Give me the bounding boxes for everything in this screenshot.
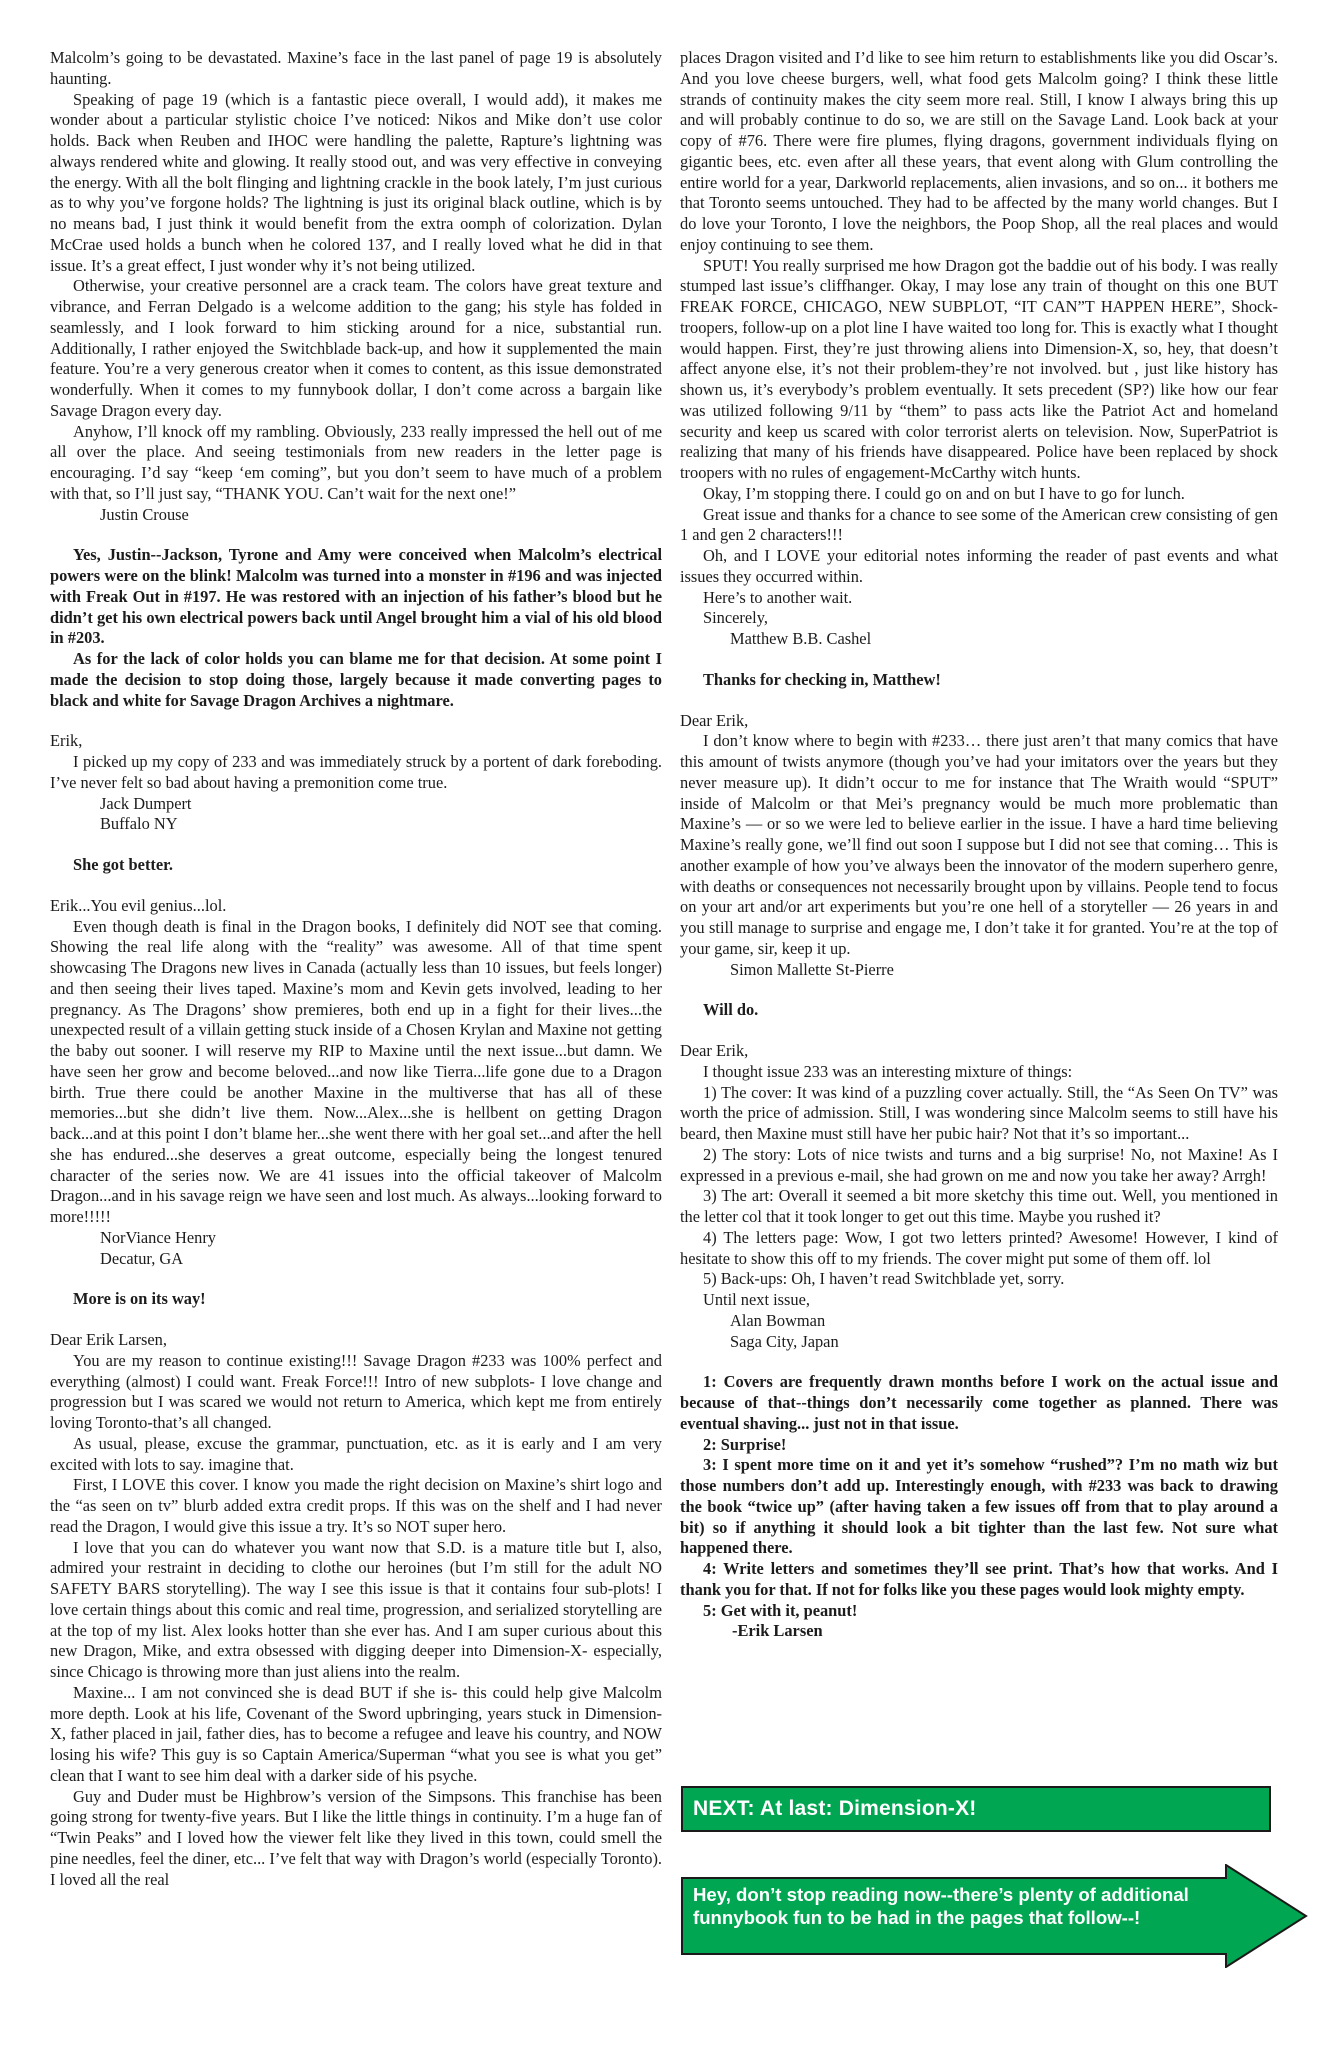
next-issue-text: NEXT: At last: Dimension-X! [693,1796,977,1820]
editor-signature: -Erik Larsen [732,1621,823,1641]
spacer [50,1310,662,1330]
paragraph: Guy and Duder must be Highbrow’s version of the Simpsons. This franchise has been going strong for twenty-five years. But I like the little things in continuity. I’m a huge fan of “Twin Peaks” and I loved how the viewer felt like they lived in this town, could smell the pine needles, feel the diner, etc... I’ve felt that way with Dragon’s world (especially Toronto). I loved all the real [50,1786,662,1889]
letter-closing: Sincerely, [703,608,768,628]
paragraph: 5) Back-ups: Oh, I haven’t read Switchblade yet, sorry. [703,1269,1065,1289]
letter-closing: Until next issue, [703,1290,810,1309]
paragraph: 1) The cover: It was kind of a puzzling cover actually. Still, the “As Seen On TV” was worth the price of admission. Still, I was wondering since Malcolm seems to still have his beard, then Maxine must still have her pubic hair? Not that it’s so important... [680,1082,1278,1143]
paragraph: As usual, please, excuse the grammar, punctuation, etc. as it is early and I am very excited with lots to say. imagine that. [50,1433,662,1474]
editor-reply: 4: Write letters and sometimes they’ll see print. That’s how that works. And I thank you for that. If not for folks like you these pages would look mighty empty. [680,1559,1278,1599]
paragraph: 3) The art: Overall it seemed a bit more sketchy this time out. Well, you mentioned in the letter col that it took longer to get out this time. Maybe you rushed it? [680,1186,1278,1226]
editor-reply: More is on its way! [73,1289,206,1309]
letter-location: Saga City, Japan [730,1331,839,1351]
paragraph: I love that you can do whatever you want now that S.D. is a mature title but I, also, admired your restraint in deciding to clothe our heroines (but I’m still for the adult NO SAFETY BARS storytelling). The way I see this issue is that it contains four sub-plots! I love certain things about this comic and real time, progression, and serialized storytelling are at the top of my list. Alex looks hotter than she ever has. And I am super curious about this new Dragon, Mike, and extra obsessed with digging deeper into Dimension-X- especially, since Chicago is throwing more than just aliens into the realm. [50,1537,662,1681]
paragraph: 2) The story: Lots of nice twists and turns and a big surprise! No, not Maxine! As I expressed in a previous e-mail, she had grown on me and now you take her away? Arrgh! [680,1144,1278,1185]
letter-salutation: Dear Erik, [680,710,749,730]
letter-signature: NorViance Henry [100,1227,216,1247]
editor-reply: 5: Get with it, peanut! [703,1600,858,1620]
letter-location: Decatur, GA [100,1248,184,1268]
letter-closing: Here’s to another wait. [703,587,853,607]
spacer [50,876,662,896]
editor-reply: As for the lack of color holds you can blame me for that decision. At some point I made the decision to stop doing those, largely because it made converting pages to black and white for Savage Dragon Archives a nightmare. [50,649,662,710]
paragraph: Even though death is final in the Dragon books, I definitely did NOT see that coming. Showing the real life along with the “reality” was awesome. All of that time spent showcasing The Dragons new lives in Canada (actually less than 10 issues, but feels longer) and then seeing their lives taped. Maxine’s mom and Kevin gets involved, leading to her pregnancy. As The Dragons’ show premieres, both end up in a fight for their lives...the unexpected result of a villain getting stuck inside of a Chosen Krylan and Maxine not getting the baby out sooner. I will reserve my RIP to Maxine until the next issue...but damn. We have seen her grow and become beloved...and now like Tierra...life gone due to a Dragon birth. True there could be another Maxine in the multiverse that has all of these memories...but she didn’t live them. Now...Alex...she is hellbent on getting Dragon back...and at this point I don’t blame her...she went there with her goal set...and after the hell she has endured...she deserves a great outcome, especially being the longest tenured character of the series now. We are 41 issues into the official takeover of Malcolm Dragon...and in his savage reign we have seen and lost much. As always...looking forward to more!!!!! [50,916,662,1226]
letter-salutation: Dear Erik Larsen, [50,1330,167,1349]
letter-signature: Alan Bowman [730,1310,826,1330]
spacer [680,980,1278,1000]
spacer [680,1021,1278,1041]
paragraph: I picked up my copy of 233 and was immediately struck by a portent of dark foreboding. I’ve never felt so bad about having a premonition come true. [50,752,662,792]
paragraph: SPUT! You really surprised me how Dragon got the baddie out of his body. I was really stumped last issue’s cliffhanger. Okay, I may lose any train of thought on this one BUT FREAK FORCE, CHICAGO, NEW SUBPLOT, “IT CAN”T HAPPEN HERE”, Shock-troopers, follow-up on a plot line I have waited too long for. This is exactly what I thought would happen. First, they’re just throwing aliens into Dimension-X, so, hey, that doesn’t affect anyone else, it’s not their problem-they’re not involved. but , just like history has shown us, it’s everybody’s problem eventually. It sets precedent (SP?) like how our fear was utilized following 9/11 by “them” to pass acts like the Patriot Act and homeland security and keep us scared with color terrorist alerts on television. Now, SuperPatriot is realizing that many of his friends have disappeared. Police have been replaced by shock troopers with no rules of engagement-McCarthy witch hunts. [680,255,1278,482]
editor-reply: She got better. [73,855,173,874]
paragraph: First, I LOVE this cover. I know you made the right decision on Maxine’s shirt logo and the “as seen on tv” blurb added extra credit props. If this was on the shelf and I had never read the Dragon, I would give this issue a try. It’s so NOT super hero. [50,1475,662,1536]
letter-signature: Justin Crouse [100,504,189,524]
letter-signature: Jack Dumpert [100,793,192,813]
spacer [50,1269,662,1289]
paragraph: Great issue and thanks for a chance to see some of the American crew consisting of gen 1 and gen 2 characters!!! [680,504,1278,545]
paragraph: I don’t know where to begin with #233… there just aren’t that many comics that have this amount of twists anymore (though you’ve had your imitators over the years but they never measure up). It didn’t occur to me for instance that The Wraith would “SPUT” inside of Malcolm or that Mei’s pregnancy would be much more problematic than Maxine’s — or so we were led to believe earlier in the issue. I have a hard time believing Maxine’s really gone, we’ll find out soon I suppose but I did not see that coming… This is another example of how you’ve always been the innovator of the modern superhero genre, with deaths or consequences not necessarily brought upon by villains. People tend to focus on your art and/or art experiments but you’re one hell of a storyteller — 26 years in and you still manage to surprise and engage me, I don’t take it for granted. You’re at the top of your game, sir, keep it up. [680,731,1278,958]
paragraph: I thought issue 233 was an interesting mixture of things: [703,1061,1073,1081]
spacer [680,1352,1278,1372]
paragraph: Anyhow, I’ll knock off my rambling. Obviously, 233 really impressed the hell out of me all over the place. And seeing testimonials from new readers in the letter page is encouraging. I’d say “keep ‘em coming”, but you don’t seem to have much of a problem with that, so I’ll just say, “THANK YOU. Can’t wait for the next one!” [50,421,662,503]
paragraph: 4) The letters page: Wow, I got two letters printed? Awesome! However, I kind of hesitate to show this off to my friends. The cover might put some of them off. lol [680,1227,1278,1268]
letter-signature: Simon Mallette St-Pierre [730,959,894,979]
editor-reply: Yes, Justin--Jackson, Tyrone and Amy were conceived when Malcolm’s electrical powers were on the blink! Malcolm was turned into a monster in #196 and was injected with Freak Out in #197. He was restored with an injection of his father’s blood but he didn’t get his own electrical powers back until Angel brought him a vial of his old blood in #203. [50,545,662,648]
editor-reply: 2: Surprise! [703,1434,787,1454]
paragraph: Maxine... I am not convinced she is dead BUT if she is- this could help give Malcolm more depth. Look at his life, Covenant of the Sword upbringing, years stuck in Dimension-X, father placed in jail, father dies, has to become a refugee and leave his country, and NOW losing his wife? This guy is so Captain America/Superman “what you see is what you get” clean that I want to see him deal with a darker side of his psyche. [50,1682,662,1785]
spacer [50,835,662,855]
paragraph: You are my reason to continue existing!!! Savage Dragon #233 was 100% perfect and everything (almost) I could want. Freak Force!!! Intro of new subplots- I love change and progression but I was scared we would not return to America, which kept me from entirely loving Toronto-that’s all changed. [50,1350,662,1432]
left-column [50,48,662,2033]
paragraph: Oh, and I LOVE your editorial notes informing the reader of past events and what issues they occurred within. [680,546,1278,586]
editor-reply: 1: Covers are frequently drawn months before I work on the actual issue and because of that--things don’t necessarily come together as planned. There was eventual shaving... just not in that issue. [680,1372,1278,1433]
editor-reply: Will do. [703,1000,759,1020]
spacer [50,525,662,545]
letter-signature: Matthew B.B. Cashel [730,629,872,648]
paragraph: places Dragon visited and I’d like to see him return to establishments like you did Oscar’s. And you love cheese burgers, well, what food gets Malcolm going? I think these little strands of continuity makes the city seem more real. Still, I know I always bring this up and will probably continue to do so, we are still on the Savage Land. Look back at your copy of #76. There were fire plumes, flying dragons, government individuals flying on gigantic bees, etc. even after all these years, that event along with Glum controlling the entire world for a year, Darkworld replacements, alien invasions, and so on... it bothers me that Toronto seems untouched. They had to be affected by the many world changes. But I do love your Toronto, I love the neighbors, the Poop Shop, all the real places and would enjoy continuing to see them. [680,48,1278,254]
right-column [680,48,1278,2033]
spacer [50,711,662,731]
paragraph: Speaking of page 19 (which is a fantastic piece overall, I would add), it makes me wonder about a particular stylistic choice I’ve noticed: Nikos and Mike don’t use color holds. Back when Reuben and IHOC were handling the palette, Rapture’s lightning was always rendered white and glowing. It really stood out, and was very effective in conveying the energy. With all the bolt flinging and lightning crackle in the book lately, I’m just curious as to why you’ve forgone holds? The lightning is just its original black outline, which is by no means bad, I just think it would benefit from the extra oomph of colorization. Dylan McCrae used holds a bunch when he colored 137, and I really loved what he did in that issue. It’s a great effect, I just wonder why it’s not being utilized. [50,89,662,275]
paragraph: Otherwise, your creative personnel are a crack team. The colors have great texture and vibrance, and Ferran Delgado is a welcome addition to the gang; his style has folded in seamlessly, and I look forward to him sticking around for a nice, substantial run. Additionally, I rather enjoyed the Switchblade back-up, and how it supplemented the main feature. You’re a very generous creator when it comes to content, as this issue demonstrated wonderfully. When it comes to my funnybook dollar, I don’t come across a bargain like Savage Dragon every day. [50,276,662,420]
editor-reply: Thanks for checking in, Matthew! [703,669,941,689]
continue-reading-arrow [681,1864,1308,1968]
letter-salutation: Erik...You evil genius...lol. [50,895,227,915]
letter-salutation: Erik, [50,731,83,751]
paragraph: Okay, I’m stopping there. I could go on and on but I have to go for lunch. [703,483,1185,503]
editor-reply: 3: I spent more time on it and yet it’s somehow “rushed”? I’m no math wiz but those numbers don’t add up. Interestingly enough, with #233 was back to drawing the book “twice up” (after having taken a few issues off from that to play around a bit) so if anything it should look a bit tighter than the last few. Not sure what happened there. [680,1455,1278,1558]
continue-reading-text: Hey, don’t stop reading now--there’s plenty of additional funnybook fun to be had in the pages that follow--! [693,1884,1189,1928]
letter-salutation: Dear Erik, [680,1041,749,1060]
next-issue-box [681,1786,1271,1832]
letter-location: Buffalo NY [100,814,178,834]
spacer [680,650,1278,670]
spacer [680,691,1278,711]
paragraph: Malcolm’s going to be devastated. Maxine’s face in the last panel of page 19 is absolutely haunting. [50,48,662,88]
